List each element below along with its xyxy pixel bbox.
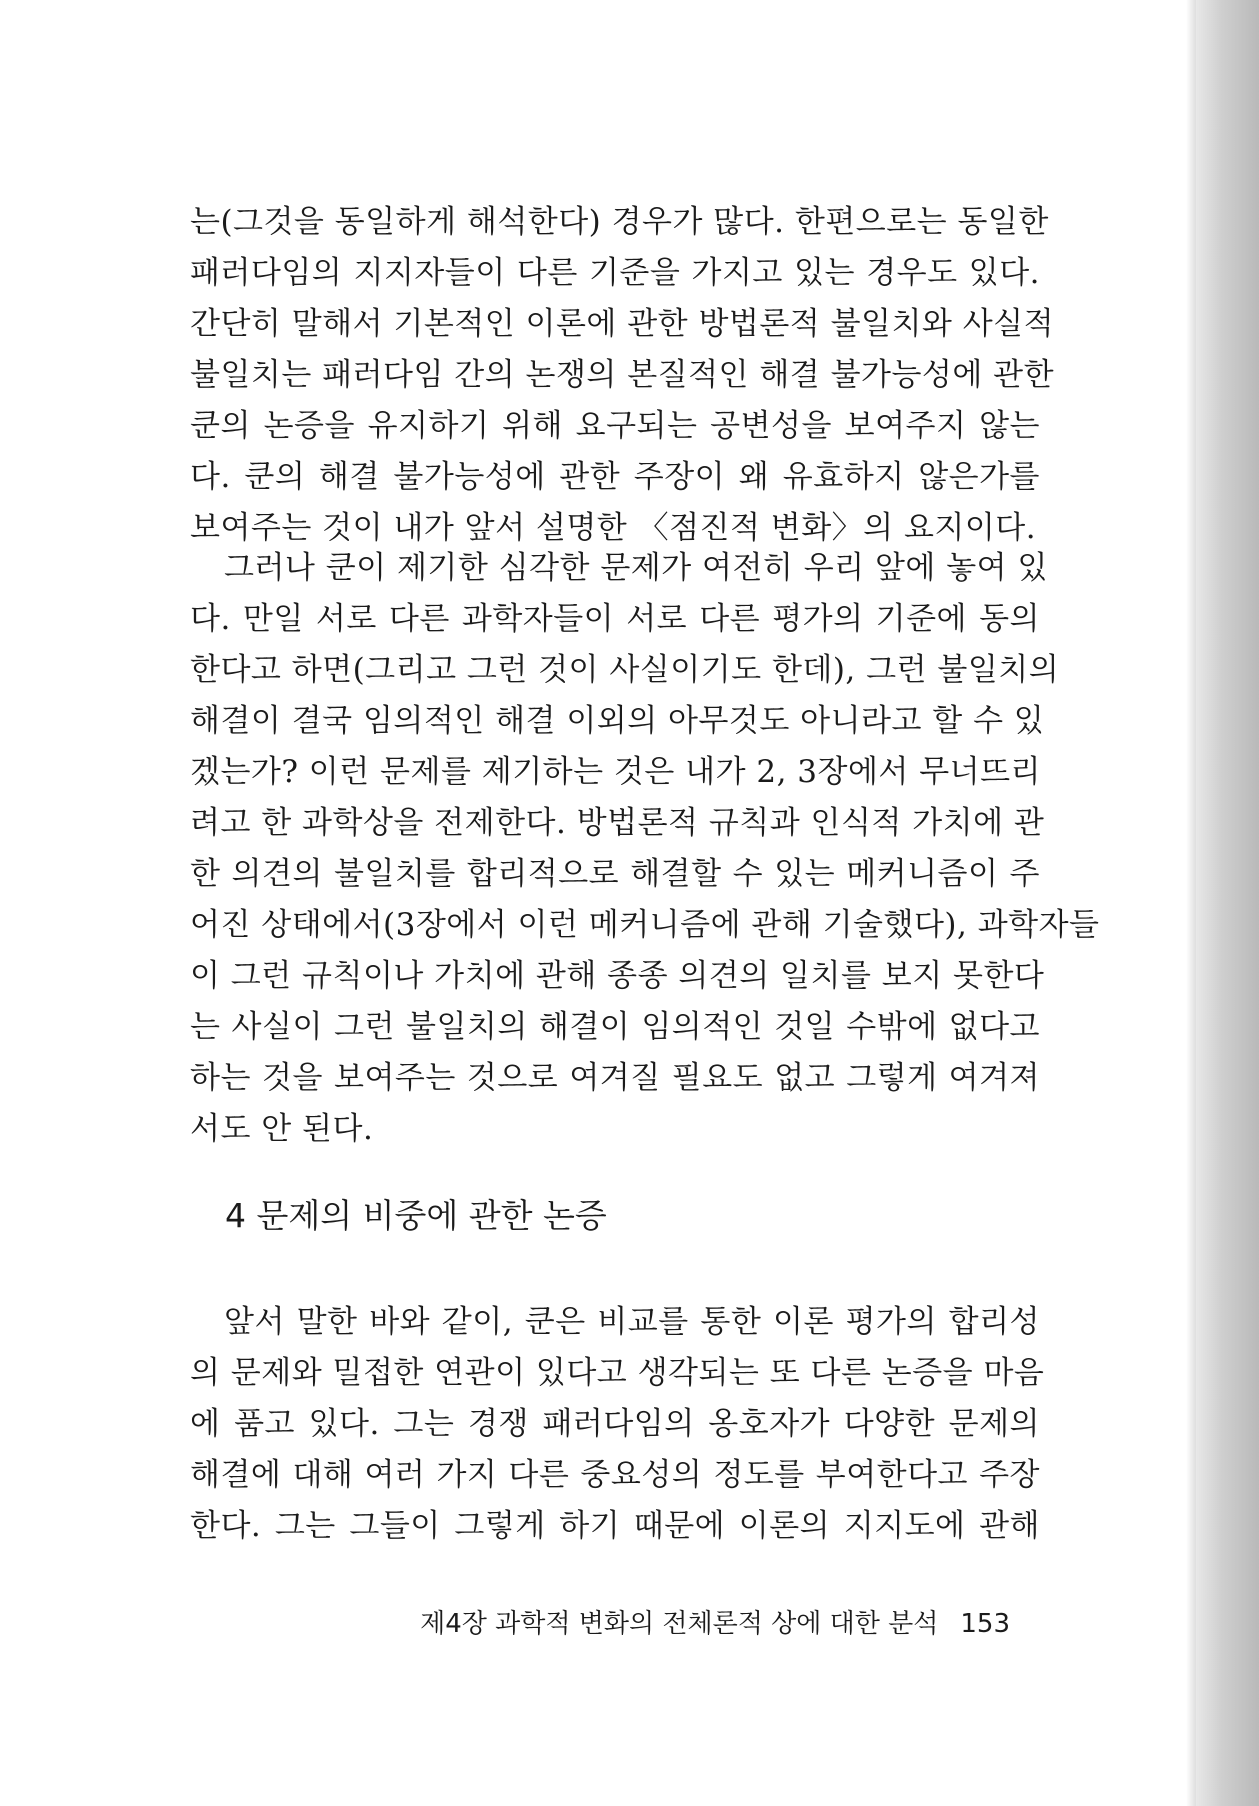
text-line: 에 품고 있다. 그는 경쟁 패러다임의 옹호자가 다양한 문제의 [190, 1406, 1040, 1442]
text-line: 그러나 쿤이 제기한 심각한 문제가 여전히 우리 앞에 놓여 있 [224, 550, 1048, 586]
text-line: 다. 쿤의 해결 불가능성에 관한 주장이 왜 유효하지 않은가를 [190, 459, 1040, 495]
footer-chapter-title: 제4장 과학적 변화의 전체론적 상에 대한 분석 [420, 1609, 939, 1639]
text-line: 쿤의 논증을 유지하기 위해 요구되는 공변성을 보여주지 않는 [190, 408, 1040, 444]
text-line: 하는 것을 보여주는 것으로 여겨질 필요도 없고 그렇게 여겨져 [190, 1060, 1040, 1096]
text-line: 앞서 말한 바와 같이, 쿤은 비교를 통한 이론 평가의 합리성 [224, 1304, 1040, 1340]
text-line: 는 사실이 그런 불일치의 해결이 임의적인 것일 수밖에 없다고 [190, 1009, 1040, 1045]
text-line: 패러다임의 지지자들이 다른 기준을 가지고 있는 경우도 있다. [190, 255, 1040, 291]
text-line: 이 그런 규칙이나 가치에 관해 종종 의견의 일치를 보지 못한다 [190, 958, 1045, 994]
text-line: 서도 안 된다. [190, 1111, 374, 1147]
text-line: 간단히 말해서 기본적인 이론에 관한 방법론적 불일치와 사실적 [190, 306, 1055, 342]
text-line: 보여주는 것이 내가 앞서 설명한 〈점진적 변화〉의 요지이다. [190, 510, 1037, 546]
text-line: 려고 한 과학상을 전제한다. 방법론적 규칙과 인식적 가치에 관 [190, 805, 1045, 841]
page-curl-edge [1196, 0, 1259, 1806]
text-line: 는(그것을 동일하게 해석한다) 경우가 많다. 한편으로는 동일한 [190, 204, 1049, 240]
text-line: 해결에 대해 여러 가지 다른 중요성의 정도를 부여한다고 주장 [190, 1457, 1040, 1493]
text-line: 다. 만일 서로 다른 과학자들이 서로 다른 평가의 기준에 동의 [190, 601, 1040, 637]
section-heading: 4 문제의 비중에 관한 논증 [225, 1196, 607, 1235]
text-line: 불일치는 패러다임 간의 논쟁의 본질적인 해결 불가능성에 관한 [190, 357, 1055, 393]
text-line: 한다고 하면(그리고 그런 것이 사실이기도 한데), 그런 불일치의 [190, 652, 1060, 688]
running-footer [380, 1603, 1010, 1640]
paragraph-1 [190, 197, 1055, 554]
text-line: 어진 상태에서(3장에서 이런 메커니즘에 관해 기술했다), 과학자들 [190, 907, 1100, 943]
text-line: 한다. 그는 그들이 그렇게 하기 때문에 이론의 지지도에 관해 [190, 1508, 1040, 1544]
text-line: 한 의견의 불일치를 합리적으로 해결할 수 있는 메커니즘이 주 [190, 856, 1040, 892]
paragraph-2 [190, 543, 1100, 1155]
text-line: 해결이 결국 임의적인 해결 이외의 아무것도 아니라고 할 수 있 [190, 703, 1045, 739]
text-line: 의 문제와 밀접한 연관이 있다고 생각되는 또 다른 논증을 마음 [190, 1355, 1045, 1391]
page-number: 153 [960, 1609, 1010, 1639]
paragraph-3 [190, 1297, 1045, 1552]
text-line: 겠는가? 이런 문제를 제기하는 것은 내가 2, 3장에서 무너뜨리 [190, 754, 1042, 790]
